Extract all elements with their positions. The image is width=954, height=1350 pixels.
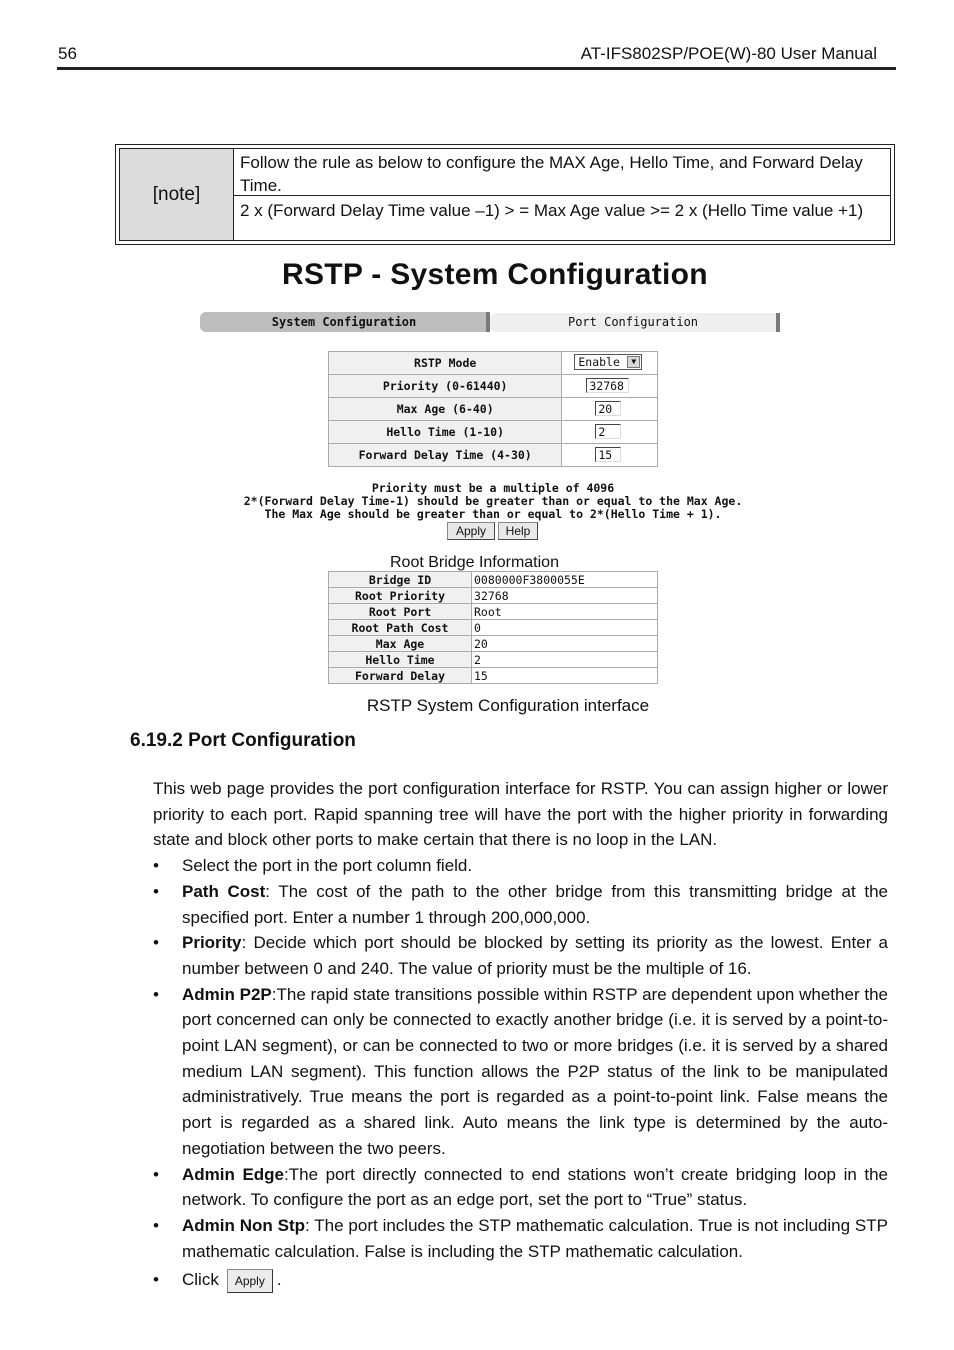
page-number: 56 (58, 44, 77, 63)
bullet-term: Priority (182, 933, 242, 953)
forward-delay-input[interactable]: 15 (595, 447, 621, 462)
bullet-text: : The port includes the STP mathematic calculation. True is not including STP mathematic calculation. False is including the STP mathematic calculation. (182, 1215, 888, 1261)
priority-label: Priority (0-61440) (329, 375, 562, 398)
list-item (153, 879, 888, 930)
root-port-value: Root (472, 604, 658, 620)
hello-time-input[interactable]: 2 (595, 424, 621, 439)
table-row (329, 375, 658, 398)
priority-hint: Priority must be a multiple of 4096 (371, 481, 615, 495)
table-row (329, 620, 658, 636)
hello-time-label: Hello Time (1-10) (329, 421, 562, 444)
root-priority-label: Root Priority (329, 588, 472, 604)
rstp-mode-select[interactable] (574, 354, 642, 370)
bullet: • (153, 856, 159, 876)
rb-forward-delay-label: Forward Delay (329, 668, 472, 684)
bullet-term: Path Cost (182, 881, 266, 901)
apply-button[interactable]: Apply (447, 522, 495, 540)
bullet: • (153, 933, 159, 953)
chevron-down-icon[interactable]: ▼ (627, 356, 640, 368)
list-item (153, 930, 888, 981)
bullet-term: Admin Non Stp (182, 1215, 306, 1235)
table-row (329, 444, 658, 467)
list-item (153, 1213, 888, 1264)
note-box (115, 144, 895, 245)
table-row (329, 668, 658, 684)
list-item (153, 853, 888, 879)
bridge-id-label: Bridge ID (329, 572, 472, 588)
root-bridge-table (328, 571, 658, 684)
max-age-label: Max Age (6-40) (329, 398, 562, 421)
tab-divider (776, 313, 780, 332)
apply-button-image: Apply (227, 1269, 273, 1293)
figure-caption: RSTP System Configuration interface (366, 696, 650, 715)
bullet-text: Select the port in the port column field. (182, 856, 473, 876)
bullet: • (153, 1215, 159, 1235)
max-age-input[interactable]: 20 (595, 401, 621, 416)
tab-port-configuration[interactable]: Port Configuration (490, 313, 776, 332)
rb-max-age-value: 20 (472, 636, 658, 652)
bullet-text: :The port directly connected to end stations won’t create bridging loop in the network. To configure the port as an edge port, set the port to “True” status. (182, 1164, 888, 1210)
list-item (153, 1267, 888, 1293)
bullet: • (153, 1164, 159, 1184)
bullet: • (153, 1270, 159, 1290)
table-row (329, 352, 658, 375)
screenshot-title: RSTP - System Configuration (282, 258, 708, 291)
intro-paragraph: This web page provides the port configuration interface for RSTP. You can assign higher or lower priority to each port. Rapid spanning tree will have the port with the higher priority in forwarding state and block other ports to make certain that there is no loop in the LAN. (153, 779, 888, 850)
table-row (329, 604, 658, 620)
click-suffix: . (276, 1270, 282, 1290)
tab-system-configuration[interactable]: System Configuration (200, 312, 488, 332)
section-title: 6.19.2 Port Configuration (130, 730, 356, 751)
rstp-mode-value: Enable (578, 355, 620, 369)
bullet-term: Admin Edge (182, 1164, 285, 1184)
help-button[interactable]: Help (498, 522, 538, 540)
rb-max-age-label: Max Age (329, 636, 472, 652)
bullet-text: : The cost of the path to the other bridge from this transmitting bridge at the specified port. Enter a number 1 through 200,000,000. (182, 881, 888, 927)
root-priority-value: 32768 (472, 588, 658, 604)
table-row (329, 636, 658, 652)
table-row (329, 652, 658, 668)
rstp-mode-label: RSTP Mode (329, 352, 562, 375)
bridge-id-value: 0080000F3800055E (472, 572, 658, 588)
bullet-text: :The rapid state transitions possible within RSTP are dependent upon whether the port concerned can only be connected to exactly another bridge (i.e. it is served by a point-to-point LAN segment), or can be connected to two or more bridges (i.e. it is served by a shared medium LAN segment). This function allows the P2P status of the link to be manipulated administratively. True means the port is regarded as a point-to-point link. False means the port is regarded as a shared link. Auto means the link type is determined by the auto-negotiation between the two peers. (182, 984, 888, 1158)
root-bridge-title: Root Bridge Information (390, 554, 559, 571)
bullet-text: : Decide which port should be blocked by setting its priority as the lowest. Enter a number between 0 and 240. The value of priority must be the multiple of 16. (182, 933, 888, 978)
list-item (153, 1162, 888, 1213)
header-rule (57, 67, 896, 70)
bullet: • (153, 984, 159, 1004)
note-label: [note] (120, 149, 234, 240)
table-row (329, 588, 658, 604)
manual-title: AT-IFS802SP/POE(W)-80 User Manual (580, 44, 877, 63)
root-path-cost-value: 0 (472, 620, 658, 636)
table-row (329, 398, 658, 421)
body-text (153, 776, 888, 1293)
priority-input[interactable]: 32768 (586, 378, 629, 393)
bullet: • (153, 881, 159, 901)
bullet-term: Admin P2P (182, 984, 272, 1004)
max-age-hint: The Max Age should be greater than or equal to 2*(Hello Time + 1). (264, 507, 722, 521)
click-text: Click (182, 1270, 219, 1290)
note-rule-text: Follow the rule as below to configure the MAX Age, Hello Time, and Forward Delay Time. (234, 149, 890, 196)
rb-forward-delay-value: 15 (472, 668, 658, 684)
list-item (153, 982, 888, 1162)
rstp-config-table (328, 351, 658, 467)
root-port-label: Root Port (329, 604, 472, 620)
root-path-cost-label: Root Path Cost (329, 620, 472, 636)
rb-hello-time-label: Hello Time (329, 652, 472, 668)
note-formula-text: 2 x (Forward Delay Time value –1) > = Max Age value >= 2 x (Hello Time value +1) (240, 201, 864, 220)
table-row (329, 572, 658, 588)
forward-delay-hint: 2*(Forward Delay Time-1) should be greater than or equal to the Max Age. (243, 494, 743, 508)
rb-hello-time-value: 2 (472, 652, 658, 668)
table-row (329, 421, 658, 444)
forward-delay-label: Forward Delay Time (4-30) (329, 444, 562, 467)
